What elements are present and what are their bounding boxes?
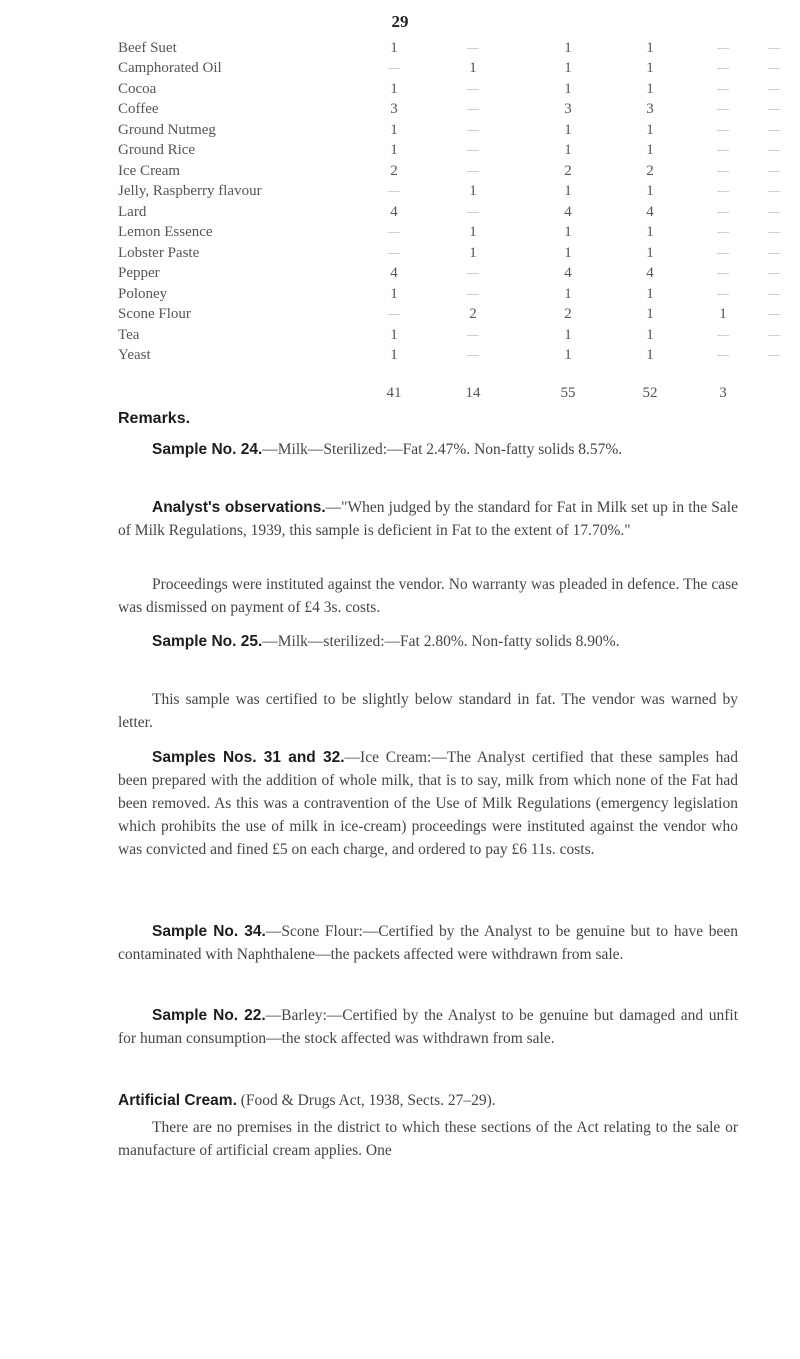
row-label: Lemon Essence xyxy=(118,224,213,241)
sample-22-text: —Barley:—Certified by the Analyst to be genuine but damaged and unfit for human consumption—the stock affected was withdrawn from sale. xyxy=(118,1007,739,1047)
table-row xyxy=(118,305,794,326)
table-cell xyxy=(418,100,528,121)
table-cell xyxy=(692,346,754,367)
table-cell xyxy=(692,223,754,244)
table-cell xyxy=(418,161,528,182)
total-cell: 41 xyxy=(386,384,402,401)
table-cell xyxy=(692,100,754,121)
table-cell xyxy=(418,325,528,346)
row-label: Cocoa xyxy=(118,80,157,97)
samples-table xyxy=(118,38,794,404)
table-cell: 1 xyxy=(719,306,727,323)
table-cell: 1 xyxy=(646,285,654,302)
table-cell xyxy=(754,79,794,100)
empty-cell-dash xyxy=(717,294,729,295)
table-cell: 1 xyxy=(564,326,572,343)
table-cell: 1 xyxy=(646,224,654,241)
empty-cell-dash xyxy=(768,150,780,151)
empty-cell-dash xyxy=(768,191,780,192)
sample-34-paragraph xyxy=(118,920,738,966)
table-cell: 1 xyxy=(646,60,654,77)
table-cell: 2 xyxy=(564,306,572,323)
samples-31-32-block xyxy=(118,746,738,861)
empty-cell-dash xyxy=(717,171,729,172)
row-label: Pepper xyxy=(118,265,160,282)
table-cell: 1 xyxy=(564,80,572,97)
table-cell xyxy=(754,243,794,264)
table-row xyxy=(118,223,794,244)
table-cell xyxy=(418,141,528,162)
empty-cell-dash xyxy=(768,171,780,172)
table-cell: 1 xyxy=(646,183,654,200)
total-cell: 3 xyxy=(719,384,727,401)
table-cell xyxy=(418,264,528,285)
table-cell xyxy=(754,284,794,305)
table-cell xyxy=(754,38,794,59)
empty-cell-dash xyxy=(717,48,729,49)
empty-cell-dash xyxy=(717,130,729,131)
table-row xyxy=(118,79,794,100)
table-cell: 1 xyxy=(564,121,572,138)
row-label: Coffee xyxy=(118,101,159,118)
empty-cell-dash xyxy=(768,253,780,254)
table-cell xyxy=(754,346,794,367)
table-cell: 1 xyxy=(564,39,572,56)
table-cell xyxy=(418,79,528,100)
table-cell xyxy=(692,243,754,264)
sample-22-lead: Sample No. 22. xyxy=(152,1007,266,1024)
row-label: Ground Nutmeg xyxy=(118,121,216,138)
table-cell: 1 xyxy=(646,244,654,261)
empty-cell-dash xyxy=(467,150,479,151)
analyst-paragraph xyxy=(118,496,738,542)
row-label: Yeast xyxy=(118,347,151,364)
empty-cell-dash xyxy=(717,335,729,336)
table-cell: 1 xyxy=(646,142,654,159)
page-number: 29 xyxy=(391,12,409,31)
table-row xyxy=(118,325,794,346)
table-cell xyxy=(754,223,794,244)
sample-25-block xyxy=(118,630,738,653)
empty-cell-dash xyxy=(768,109,780,110)
artificial-cream-heading xyxy=(118,1089,738,1112)
table-cell: 4 xyxy=(390,265,398,282)
table-cell: 1 xyxy=(390,80,398,97)
sample-24-text: —Milk—Sterilized:—Fat 2.47%. Non-fatty solids 8.57%. xyxy=(262,441,623,458)
table-cell: 1 xyxy=(390,326,398,343)
empty-cell-dash xyxy=(388,253,400,254)
row-label: Lobster Paste xyxy=(118,244,200,261)
table-row xyxy=(118,59,794,80)
row-label: Ground Rice xyxy=(118,142,196,159)
table-cell: 1 xyxy=(469,183,477,200)
table-cell: 1 xyxy=(646,347,654,364)
empty-cell-dash xyxy=(717,150,729,151)
table-cell xyxy=(754,141,794,162)
empty-cell-dash xyxy=(717,355,729,356)
table-cell xyxy=(370,305,418,326)
table-cell xyxy=(692,38,754,59)
table-cell xyxy=(754,264,794,285)
empty-cell-dash xyxy=(717,109,729,110)
table-cell: 1 xyxy=(469,224,477,241)
empty-cell-dash xyxy=(768,273,780,274)
totals-label xyxy=(118,366,370,404)
artificial-cream-lead: Artificial Cream. xyxy=(118,1092,237,1109)
sample-25-follow-block xyxy=(118,688,738,734)
analyst-lead: Analyst's observations. xyxy=(152,499,326,516)
table-cell: 1 xyxy=(390,121,398,138)
empty-cell-dash xyxy=(768,130,780,131)
samples-31-32-lead: Samples Nos. 31 and 32. xyxy=(152,749,345,766)
proceedings-paragraph: Proceedings were instituted against the vendor. No warranty was pleaded in defence. The case was dismissed on payment of £4 3s. costs. xyxy=(118,576,738,616)
table-cell xyxy=(754,182,794,203)
table-cell: 1 xyxy=(564,60,572,77)
artificial-cream-para-block xyxy=(118,1116,738,1162)
analyst-block xyxy=(118,496,738,542)
table-cell xyxy=(754,325,794,346)
table-row xyxy=(118,38,794,59)
table-cell: 1 xyxy=(646,121,654,138)
empty-cell-dash xyxy=(768,89,780,90)
table-row xyxy=(118,284,794,305)
table-cell: 1 xyxy=(564,142,572,159)
sample-24-block xyxy=(118,438,738,461)
table-row xyxy=(118,202,794,223)
table-cell: 1 xyxy=(646,306,654,323)
table-cell: 4 xyxy=(646,203,654,220)
table-cell xyxy=(692,79,754,100)
table-cell xyxy=(754,202,794,223)
row-label: Poloney xyxy=(118,285,168,302)
sample-34-text: —Scone Flour:—Certified by the Analyst to be genuine but to have been contaminated with Naphthalene—the packets affected were withdrawn from sale. xyxy=(118,923,739,963)
table-cell xyxy=(754,120,794,141)
table-cell: 1 xyxy=(564,183,572,200)
table-cell: 1 xyxy=(646,39,654,56)
empty-cell-dash xyxy=(467,294,479,295)
table-cell: 1 xyxy=(564,285,572,302)
table-cell: 1 xyxy=(646,80,654,97)
sample-22-block xyxy=(118,1004,738,1050)
sample-25-follow-paragraph: This sample was certified to be slightly below standard in fat. The vendor was warned by letter. xyxy=(118,691,738,731)
table-row xyxy=(118,100,794,121)
empty-cell-dash xyxy=(717,191,729,192)
empty-cell-dash xyxy=(768,294,780,295)
empty-cell-dash xyxy=(768,68,780,69)
table-row xyxy=(118,243,794,264)
table-cell: 1 xyxy=(390,39,398,56)
empty-cell-dash xyxy=(467,109,479,110)
table-cell xyxy=(754,161,794,182)
table-cell: 1 xyxy=(390,285,398,302)
empty-cell-dash xyxy=(467,48,479,49)
total-cell: 55 xyxy=(560,384,576,401)
table-row xyxy=(118,346,794,367)
artificial-cream-act: (Food & Drugs Act, 1938, Sects. 27–29). xyxy=(236,1092,496,1109)
table-cell: 2 xyxy=(564,162,572,179)
empty-cell-dash xyxy=(768,48,780,49)
table-cell xyxy=(370,243,418,264)
table-cell xyxy=(418,38,528,59)
empty-cell-dash xyxy=(467,335,479,336)
empty-cell-dash xyxy=(717,68,729,69)
empty-cell-dash xyxy=(388,314,400,315)
empty-cell-dash xyxy=(467,89,479,90)
totals-row xyxy=(118,366,794,404)
empty-cell-dash xyxy=(717,232,729,233)
total-cell xyxy=(754,366,794,404)
empty-cell-dash xyxy=(467,212,479,213)
sample-24-lead: Sample No. 24. xyxy=(152,441,263,458)
empty-cell-dash xyxy=(388,191,400,192)
table-cell: 3 xyxy=(646,101,654,118)
row-label: Scone Flour xyxy=(118,306,191,323)
sample-34-block xyxy=(118,920,738,966)
remarks-heading: Remarks. xyxy=(118,410,191,427)
table-cell xyxy=(754,305,794,326)
empty-cell-dash xyxy=(388,68,400,69)
row-label: Beef Suet xyxy=(118,39,177,56)
row-label: Jelly, Raspberry flavour xyxy=(118,183,262,200)
empty-cell-dash xyxy=(388,232,400,233)
sample-34-lead: Sample No. 34. xyxy=(152,923,266,940)
table-cell: 2 xyxy=(469,306,477,323)
table-cell xyxy=(418,346,528,367)
table-cell xyxy=(692,284,754,305)
artificial-cream-paragraph: There are no premises in the district to which these sections of the Act relating to the sale or manufacture of artificial cream applies. One xyxy=(118,1119,738,1159)
table-cell xyxy=(370,59,418,80)
table-row xyxy=(118,161,794,182)
proceedings-block xyxy=(118,573,738,619)
table-cell xyxy=(754,100,794,121)
row-label: Camphorated Oil xyxy=(118,60,222,77)
table-cell: 1 xyxy=(564,224,572,241)
samples-31-32-paragraph xyxy=(118,746,738,861)
table-cell: 4 xyxy=(564,203,572,220)
table-cell: 3 xyxy=(564,101,572,118)
total-cell: 52 xyxy=(642,384,658,401)
table-cell xyxy=(692,141,754,162)
table-cell: 4 xyxy=(564,265,572,282)
empty-cell-dash xyxy=(768,335,780,336)
empty-cell-dash xyxy=(467,273,479,274)
empty-cell-dash xyxy=(768,212,780,213)
empty-cell-dash xyxy=(467,355,479,356)
table-cell: 1 xyxy=(564,244,572,261)
table-cell: 3 xyxy=(390,101,398,118)
samples-31-32-text: —Ice Cream:—The Analyst certified that these samples had been prepared with the addition of whole milk, that is to say, milk from which none of the Fat had been removed. As this was a contravention of the Use of Milk Regulations (emergency legislation which prohibits the use of milk in ice-cream) proceedings were instituted against the vendor who was convicted and fined £5 on each charge, and ordered to pay £6 11s. costs. xyxy=(118,749,739,858)
table-cell: 4 xyxy=(646,265,654,282)
table-cell: 4 xyxy=(390,203,398,220)
table-row xyxy=(118,141,794,162)
table-cell xyxy=(418,120,528,141)
empty-cell-dash xyxy=(768,355,780,356)
table-cell xyxy=(754,59,794,80)
table-cell: 1 xyxy=(390,142,398,159)
row-label: Lard xyxy=(118,203,147,220)
total-cell: 14 xyxy=(465,384,481,401)
empty-cell-dash xyxy=(717,89,729,90)
table-cell: 1 xyxy=(646,326,654,343)
table-cell: 2 xyxy=(390,162,398,179)
table-cell: 1 xyxy=(564,347,572,364)
table-cell xyxy=(692,182,754,203)
table-cell xyxy=(692,120,754,141)
table-cell xyxy=(370,223,418,244)
sample-25-paragraph xyxy=(118,630,738,653)
table-cell xyxy=(370,182,418,203)
sample-24-paragraph xyxy=(118,438,738,461)
table-cell: 1 xyxy=(390,347,398,364)
empty-cell-dash xyxy=(768,314,780,315)
sample-22-paragraph xyxy=(118,1004,738,1050)
artificial-cream-block xyxy=(118,1089,738,1112)
table-row xyxy=(118,120,794,141)
empty-cell-dash xyxy=(717,253,729,254)
empty-cell-dash xyxy=(467,130,479,131)
empty-cell-dash xyxy=(717,212,729,213)
empty-cell-dash xyxy=(717,273,729,274)
analyst-text: —"When judged by the standard for Fat in Milk set up in the Sale of Milk Regulations, 1939, this sample is deficient in Fat to the extent of 17.70%." xyxy=(118,499,738,539)
table-cell xyxy=(692,59,754,80)
table-cell: 1 xyxy=(469,60,477,77)
table-cell xyxy=(692,325,754,346)
empty-cell-dash xyxy=(768,232,780,233)
row-label: Ice Cream xyxy=(118,162,181,179)
table-row xyxy=(118,182,794,203)
table-cell: 2 xyxy=(646,162,654,179)
table-cell xyxy=(692,161,754,182)
table-cell xyxy=(692,264,754,285)
table-cell: 1 xyxy=(469,244,477,261)
sample-25-text: —Milk—sterilized:—Fat 2.80%. Non-fatty solids 8.90%. xyxy=(262,633,620,650)
table-cell xyxy=(418,284,528,305)
remarks-section xyxy=(118,407,738,430)
table-cell xyxy=(692,202,754,223)
sample-25-lead: Sample No. 25. xyxy=(152,633,263,650)
row-label: Tea xyxy=(118,326,140,343)
empty-cell-dash xyxy=(467,171,479,172)
table-row xyxy=(118,264,794,285)
table-cell xyxy=(418,202,528,223)
